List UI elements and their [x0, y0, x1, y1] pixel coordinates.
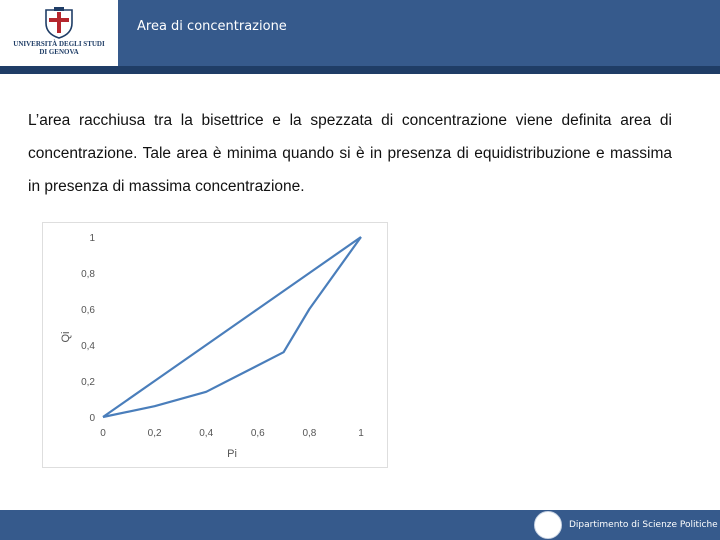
y-tick-label: 0,8 — [81, 269, 95, 280]
x-tick-label: 1 — [358, 428, 364, 439]
y-tick-label: 0,6 — [81, 305, 95, 316]
university-name: UNIVERSITÀ DEGLI STUDI — [13, 40, 105, 48]
x-tick-label: 0 — [100, 428, 106, 439]
university-logo — [0, 0, 118, 66]
department-seal-icon — [534, 511, 562, 539]
x-tick-label: 0,8 — [302, 428, 317, 439]
chart-svg — [43, 223, 387, 467]
x-tick-label: 0,2 — [147, 428, 162, 439]
university-city: DI GENOVA — [39, 48, 79, 56]
y-tick-label: 0,4 — [81, 341, 95, 352]
x-axis-label: Pi — [227, 448, 237, 460]
x-tick-label: 0,4 — [199, 428, 214, 439]
crest-icon — [43, 7, 75, 39]
lorenz-chart — [42, 222, 388, 468]
slide-title: Area di concentrazione — [137, 19, 287, 34]
y-axis-label: Qi — [60, 331, 72, 343]
equidistribution-line — [103, 237, 361, 417]
department-name: Dipartimento di Scienze Politiche — [569, 520, 718, 530]
header-divider — [116, 8, 118, 58]
body-paragraph: L’area racchiusa tra la bisettrice e la spezzata di concentrazione viene definita area di concentrazione. Tale area è minima quando si è in presenza di equidistribuzione e massima in presenza di massima concentrazione. — [28, 112, 672, 195]
header-band — [0, 66, 720, 74]
x-tick-label: 0,6 — [250, 428, 265, 439]
y-tick-label: 1 — [89, 233, 95, 244]
y-tick-label: 0,2 — [81, 377, 95, 388]
y-tick-label: 0 — [89, 413, 95, 424]
